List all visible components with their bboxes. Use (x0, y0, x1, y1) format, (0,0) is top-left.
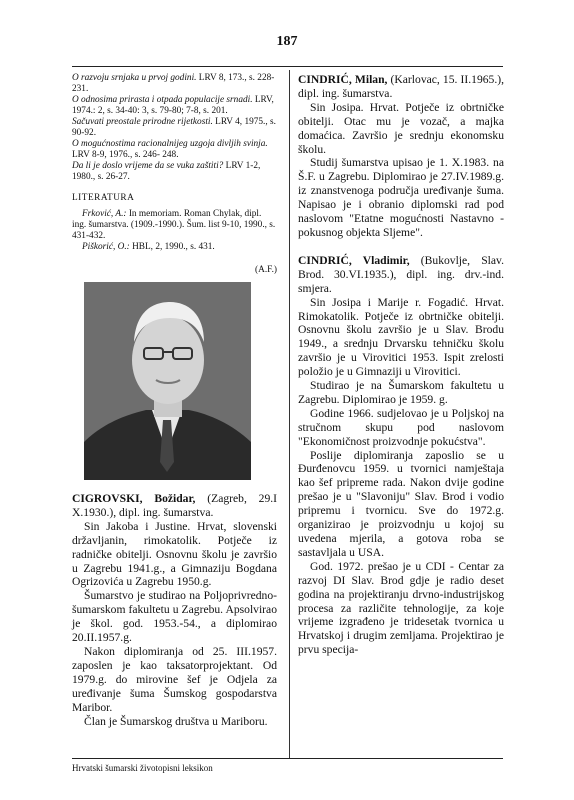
left-column (72, 73, 277, 728)
literature-heading: LITERATURA (72, 193, 135, 203)
header-rule (72, 66, 503, 67)
entry-paragraph: Sin Josipa i Marije r. Fogadić. Hrvat. Rimokatolik. Potječe iz obrtničke obitelji. Osnovnu školu završio je u Slav. Brodu 1949., a srednju Drvarsku tehničku školu završio je u Virovitici 1953. Ispit zrelosti položio je u Gimnaziji u Virovitici. (298, 295, 504, 379)
entry-cindric-milan-heading: CINDRIĆ, Milan, (Karlovac, 15. II.1965.), dipl. ing. šumarstva. (298, 73, 504, 100)
literature-list (72, 209, 277, 253)
author-initials: (A.F.) (255, 265, 277, 275)
entry-paragraph: God. 1972. prešao je u CDI - Centar za razvoj DI Slav. Brod gdje je radio deset godina na projektiranju drvno-industrijskog procesa za različite tehnologije, za koje vrijeme izgrađeno je tridesetak tvornica u Hrvatskoj i drugim zemljama. Projektirao je prvu specija- (298, 559, 504, 657)
reference-item: Sačuvati preostale prirodne rijetkosti. LRV 4, 1975., s. 90-92. (72, 117, 276, 138)
entry-paragraph: Sin Josipa. Hrvat. Potječe iz obrtničke obitelji. Otac mu je vozač, a majka domaćica. Završio je srednju ekonomsku školu. (298, 100, 504, 156)
literature-item: Frković, A.: In memoriam. Roman Chylak, dipl. ing. šumarstva. (1909.-1990.). Šum. list 9-10, 1990., s. 431-432. (72, 209, 276, 241)
literature-item: Piškorić, O.: HBL, 2, 1990., s. 431. (82, 242, 215, 252)
entry-cindric-vladimir-heading: CINDRIĆ, Vladimir, (Bukovlje, Slav. Brod. 30.VI.1935.), dipl. ing. drv.-ind. smjera. (298, 253, 504, 295)
portrait-photo (84, 282, 251, 480)
entry-paragraph: Godine 1966. sudjelovao je u Poljskoj na stručnom skupu pod naslovom "Ekonomičnost proizvodnje pokućstva". (298, 406, 504, 448)
reference-item: O odnosima prirasta i otpada populacije srnadi. LRV, 1974.: 2, s. 34-40: 3, s. 79-80; 7-8, s. 201. (72, 95, 274, 116)
footer-text: Hrvatski šumarski životopisni leksikon (72, 763, 213, 773)
entry-paragraph: Studirao je na Šumarskom fakultetu u Zagrebu. Diplomirao je 1959. g. (298, 379, 504, 406)
right-column (298, 73, 504, 657)
entry-paragraph: Studij šumarstva upisao je 1. X.1983. na Š.F. u Zagrebu. Diplomirao je 27.IV.1989.g. iz znanstvenoga područja uređivanje šuma. Napisao je i obranio diplomski rad pod naslovom "Etatne mogućnosti Nastavno - pokusnog objekta Sljeme". (298, 156, 504, 239)
entry-paragraph: Član je Šumarskog društva u Mariboru. (84, 714, 268, 728)
column-divider (289, 70, 290, 758)
entry-paragraph: Šumarstvo je studirao na Poljoprivredno-šumarskom fakultetu u Zagrebu. Apsolvirao je škol. god. 1953.-54., a diplomirao 20.II.1957.g. (72, 589, 277, 645)
entry-paragraph: Sin Jakoba i Justine. Hrvat, slovenski državljanin, rimokatolik. Potječe iz radničke obitelji. Osnovnu školu je završio u Zagrebu 1941.g., a Gimnaziju Bogdana Ogrizovića u Zagrebu 1950.g. (72, 519, 277, 589)
page-number: 187 (276, 34, 298, 49)
footer-rule (72, 758, 503, 759)
entry-paragraph: Poslije diplomiranja zaposlio se u Đurđenovcu 1959. u tvornici namještaja kao šef pripreme rada. Nakon dvije godine prešao je u "Slavoniju" Slav. Brod i vodio pripremu i tvornicu. Sve do 1972.g. organizirao je proizvodnju u kojoj su uvedena mjerila, a gotova roba se sastavljala u USA. (298, 448, 504, 559)
entry-paragraph: Nakon diplomiranja od 25. III.1957. zaposlen je kao taksatorprojektant. Od 1979.g. do mirovine šef je Odjela za uređivanje šuma Šumskog gospodarstva Maribor. (72, 644, 277, 714)
reference-item: O mogućnostima racionalnijeg uzgoja divljih svinja. LRV 8-9, 1976., s. 246- 248. (72, 139, 268, 160)
entry-separator (298, 240, 504, 254)
reference-item: Da li je doslo vrijeme da se vuka zaštiti? LRV 1-2, 1980., s. 26-27. (72, 161, 261, 182)
reference-list (72, 73, 277, 183)
entry-cigrovski-heading: CIGROVSKI, Božidar, (Zagreb, 29.I X.1930.), dipl. ing. šumarstva. (72, 492, 277, 519)
reference-item: O razvoju srnjaka u prvoj godini. LRV 8, 173., s. 228-231. (72, 73, 275, 94)
